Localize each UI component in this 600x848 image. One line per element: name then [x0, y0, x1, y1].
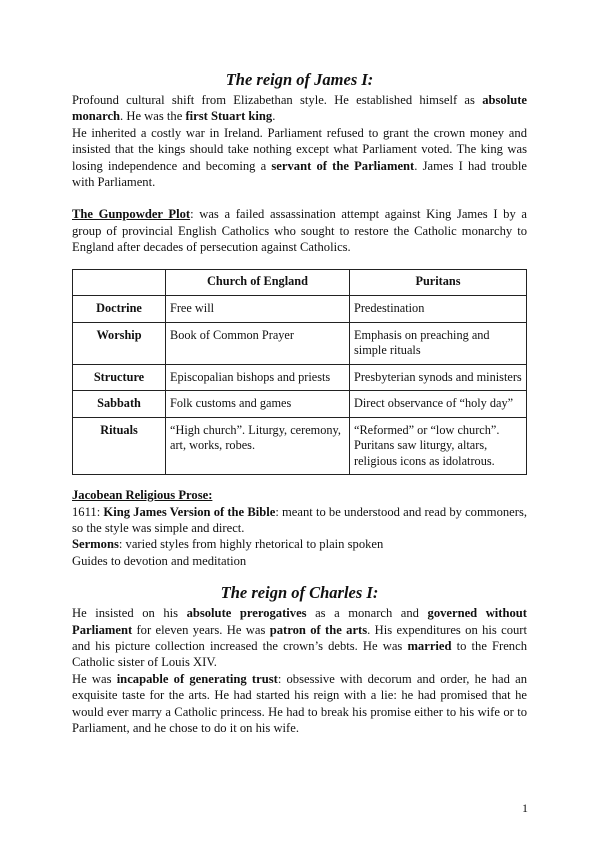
cell-puritans: Emphasis on preaching and simple rituals [350, 322, 527, 364]
james-paragraph-2: He inherited a costly war in Ireland. Parliament refused to grant the crown money and insisted that the kings should take nothing except what Parliament voted. The king was losing independence and becoming a servant of the Parliament. James I had trouble with Parliament. [72, 125, 527, 190]
section-title-charles: The reign of Charles I: [220, 583, 379, 603]
religion-comparison-table [72, 269, 527, 476]
charles-paragraph-1: He insisted on his absolute prerogatives as a monarch and governed without Parliament for eleven years. He was patron of the arts. His expenditures on his court and his picture collection increased the crown’s debts. He was married to the French Catholic sister of Louis XIV. [72, 606, 527, 670]
table-row [73, 296, 527, 323]
table-header-row [73, 269, 527, 296]
cell-church-of-england: Free will [166, 296, 350, 323]
table-row [73, 391, 527, 418]
cell-church-of-england: Episcopalian bishops and priests [166, 364, 350, 391]
row-label: Structure [73, 364, 166, 391]
row-label: Sabbath [73, 391, 166, 418]
prose-line-guides: Guides to devotion and meditation [72, 553, 247, 568]
gunpowder-paragraph: The Gunpowder Plot: was a failed assassination attempt against King James I by a group of provincial English Catholics who sought to restore the Catholic monarchy to England after decades of persecution against Catholics. [72, 207, 527, 255]
cell-puritans: Presbyterian synods and ministers [350, 364, 527, 391]
page-number: 1 [522, 801, 528, 815]
cell-church-of-england: Book of Common Prayer [166, 322, 350, 364]
charles-paragraph-2: He was incapable of generating trust: obsessive with decorum and order, he had an exquisite taste for the arts. He had started his reign with a lie: he had promised that he would ever marry a Catholic princess. He had to break his promise either to his wife or to Parliament, and he chose to do it on his wife. [72, 671, 527, 736]
table-header-church-of-england: Church of England [166, 269, 350, 296]
row-label: Doctrine [73, 296, 166, 323]
document-page [72, 70, 527, 736]
row-label: Rituals [73, 417, 166, 475]
gunpowder-heading: The Gunpowder Plot [72, 207, 191, 222]
row-label: Worship [73, 322, 166, 364]
table-header-puritans: Puritans [350, 269, 527, 296]
table-header-empty [73, 269, 166, 296]
cell-puritans: “Reformed” or “low church”. Puritans saw liturgy, altars, religious icons as idolatrous. [350, 417, 527, 475]
james-paragraph-1: Profound cultural shift from Elizabethan style. He established himself as absolute monarch. He was the first Stuart king. [72, 93, 527, 124]
prose-line-bible: 1611: King James Version of the Bible: meant to be understood and read by commoners, so the style was simple and direct. [72, 504, 527, 535]
prose-line-sermons: Sermons: varied styles from highly rhetorical to plain spoken [72, 537, 384, 552]
table-row [73, 364, 527, 391]
cell-church-of-england: Folk customs and games [166, 391, 350, 418]
cell-church-of-england: “High church”. Liturgy, ceremony, art, works, robes. [166, 417, 350, 475]
section-title-james: The reign of James I: [225, 70, 374, 89]
cell-puritans: Predestination [350, 296, 527, 323]
cell-puritans: Direct observance of “holy day” [350, 391, 527, 418]
jacobean-prose-heading: Jacobean Religious Prose: [72, 488, 213, 503]
table-row [73, 417, 527, 475]
table-row [73, 322, 527, 364]
